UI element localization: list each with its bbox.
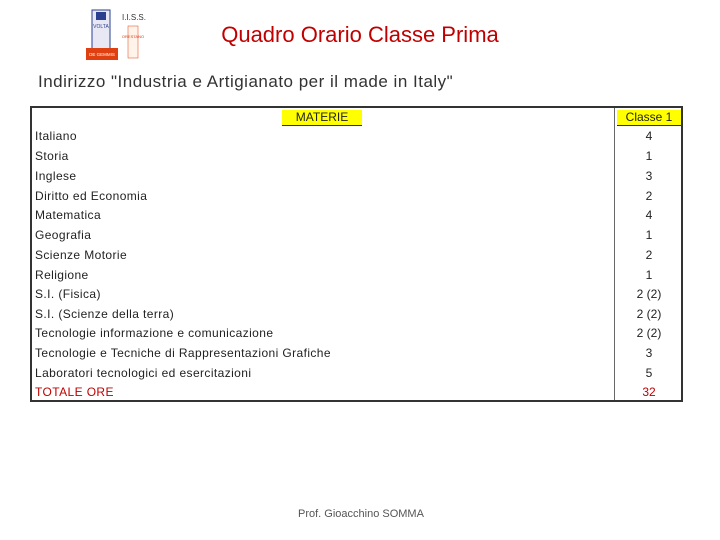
hours-cell: 4 <box>645 208 653 222</box>
total-hours: 32 <box>642 385 656 399</box>
hours-cell: 2 <box>645 189 653 203</box>
subject-cell: S.I. (Scienze della terra) <box>35 307 175 321</box>
hours-cell: 1 <box>645 149 653 163</box>
hours-cell: 2 <box>645 248 653 262</box>
hours-cell: 3 <box>645 346 653 360</box>
hours-cell: 5 <box>645 366 653 380</box>
hours-column <box>615 108 683 400</box>
logo-text-right: ORESTANO <box>121 34 145 39</box>
hours-cell: 3 <box>645 169 653 183</box>
total-label: TOTALE ORE <box>35 385 114 399</box>
hours-cell: 1 <box>645 268 653 282</box>
school-logo <box>84 8 158 62</box>
subject-cell: Laboratori tecnologici ed esercitazioni <box>35 366 252 380</box>
logo-text-bottom: DE GEMMIS <box>89 52 115 57</box>
footer-author: Prof. Gioacchino SOMMA <box>298 508 424 520</box>
class-header: Classe 1 <box>617 110 681 126</box>
subject-cell: Religione <box>35 268 89 282</box>
timetable <box>30 106 683 402</box>
subject-cell: Storia <box>35 149 69 163</box>
hours-cell: 2 (2) <box>636 326 662 340</box>
subject-cell: Diritto ed Economia <box>35 189 148 203</box>
subject-cell: Scienze Motorie <box>35 248 128 262</box>
subject-cell: S.I. (Fisica) <box>35 287 101 301</box>
logo-text-top: I.I.S.S. <box>121 13 147 22</box>
hours-cell: 2 (2) <box>636 287 662 301</box>
subject-cell: Inglese <box>35 169 77 183</box>
hours-cell: 1 <box>645 228 653 242</box>
subjects-header: MATERIE <box>282 110 362 126</box>
subject-cell: Tecnologie e Tecniche di Rappresentazioni Grafiche <box>35 346 331 360</box>
subject-cell: Tecnologie informazione e comunicazione <box>35 326 274 340</box>
subjects-column <box>32 108 615 400</box>
page-title: Quadro Orario Classe Prima <box>221 22 499 47</box>
hours-cell: 2 (2) <box>636 307 662 321</box>
logo-text-left: VOLTA <box>93 24 109 30</box>
hours-cell: 4 <box>645 129 653 143</box>
subject-cell: Matematica <box>35 208 102 222</box>
subject-cell: Geografia <box>35 228 92 242</box>
page-subtitle: Indirizzo "Industria e Artigianato per il made in Italy" <box>38 72 454 91</box>
subject-cell: Italiano <box>35 129 77 143</box>
